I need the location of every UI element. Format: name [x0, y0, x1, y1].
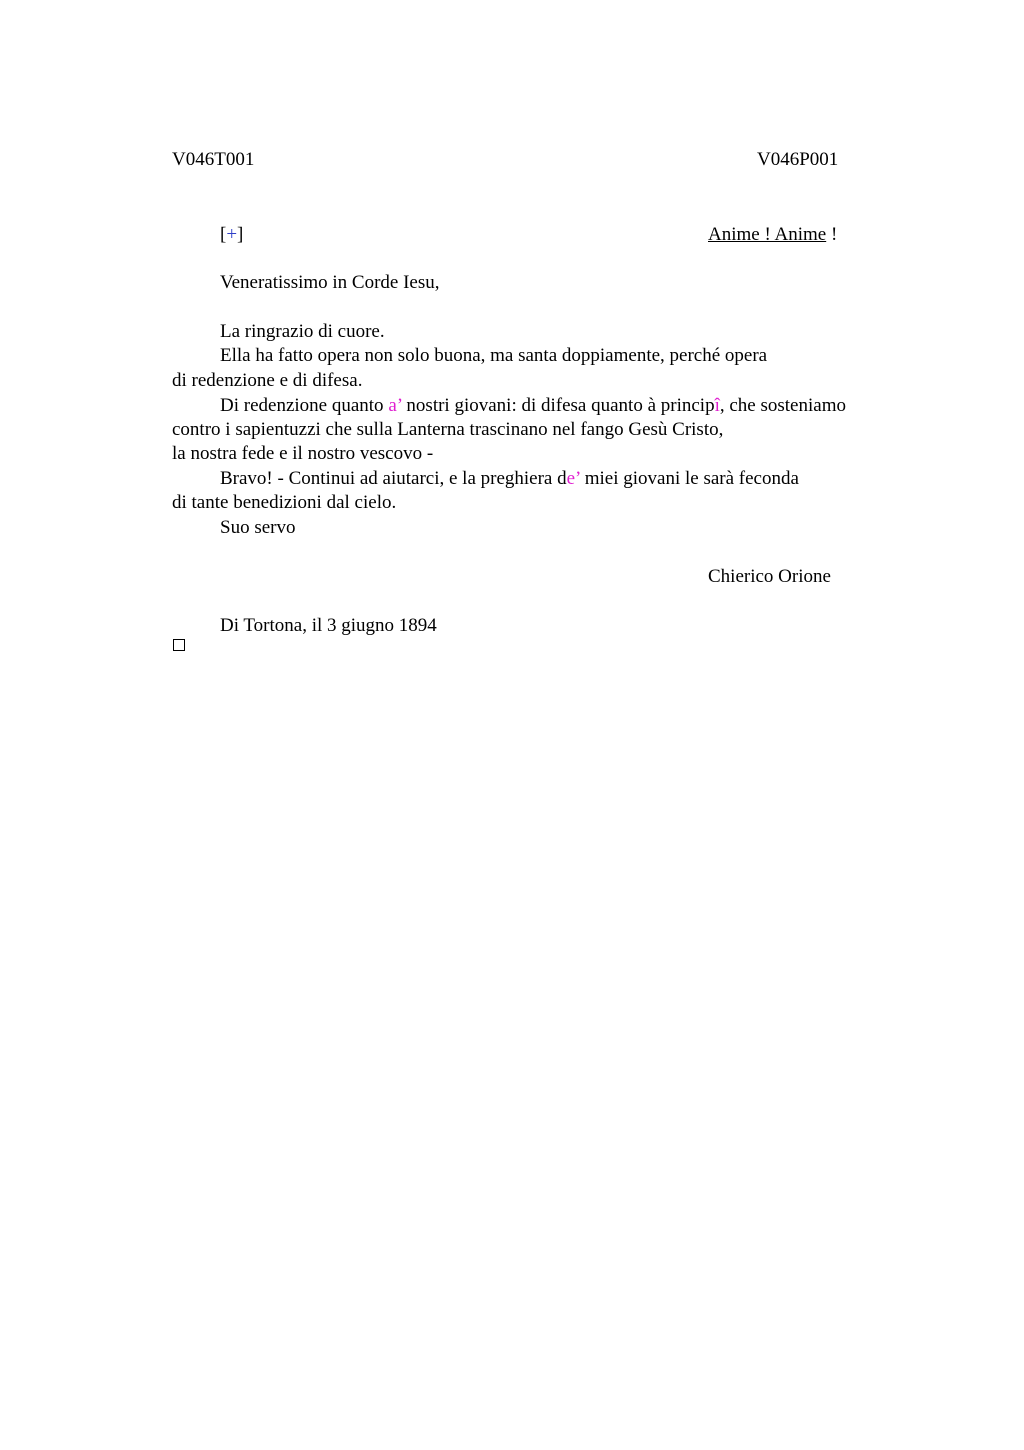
- header-left-code: V046T001: [172, 149, 255, 170]
- cross-open-bracket: [: [220, 224, 227, 245]
- body-line-7-highlight: e’: [566, 468, 580, 489]
- body-line-7: [220, 469, 799, 488]
- body-line-8: di tante benedizioni dal cielo.: [172, 492, 397, 513]
- body-line-9: Suo servo: [220, 517, 296, 538]
- cross-icon: +: [226, 224, 238, 245]
- body-line-4-part-a: Di redenzione quanto: [220, 395, 389, 416]
- date-line: Di Tortona, il 3 giugno 1894: [220, 615, 437, 636]
- header-right-code: V046P001: [757, 149, 839, 170]
- body-line-4-part-c: nostri giovani: di difesa quanto à princip: [401, 395, 715, 416]
- body-line-4-highlight-b: î: [714, 395, 720, 416]
- motto-underlined: Anime ! Anime: [708, 224, 827, 245]
- motto-tail: !: [826, 224, 838, 245]
- signature: Chierico Orione: [708, 566, 831, 587]
- square-marker-icon: [173, 639, 185, 651]
- cross-mark: [220, 225, 243, 244]
- cross-close-bracket: ]: [237, 224, 244, 245]
- body-line-4-highlight-a: a’: [388, 395, 402, 416]
- body-line-4: [220, 396, 846, 415]
- body-line-2: Ella ha fatto opera non solo buona, ma santa doppiamente, perché opera: [220, 345, 768, 366]
- body-line-3: di redenzione e di difesa.: [172, 370, 363, 391]
- body-line-6: la nostra fede e il nostro vescovo -: [172, 443, 434, 464]
- salutation: Veneratissimo in Corde Iesu,: [220, 272, 440, 293]
- body-line-1: La ringrazio di cuore.: [220, 321, 385, 342]
- body-line-5: contro i sapientuzzi che sulla Lanterna trascinano nel fango Gesù Cristo,: [172, 419, 724, 440]
- body-line-7-part-a: Bravo! - Continui ad aiutarci, e la preghiera d: [220, 468, 567, 489]
- motto: [708, 225, 837, 244]
- body-line-4-part-e: , che sosteniamo: [719, 395, 846, 416]
- body-line-7-part-c: miei giovani le sarà feconda: [579, 468, 799, 489]
